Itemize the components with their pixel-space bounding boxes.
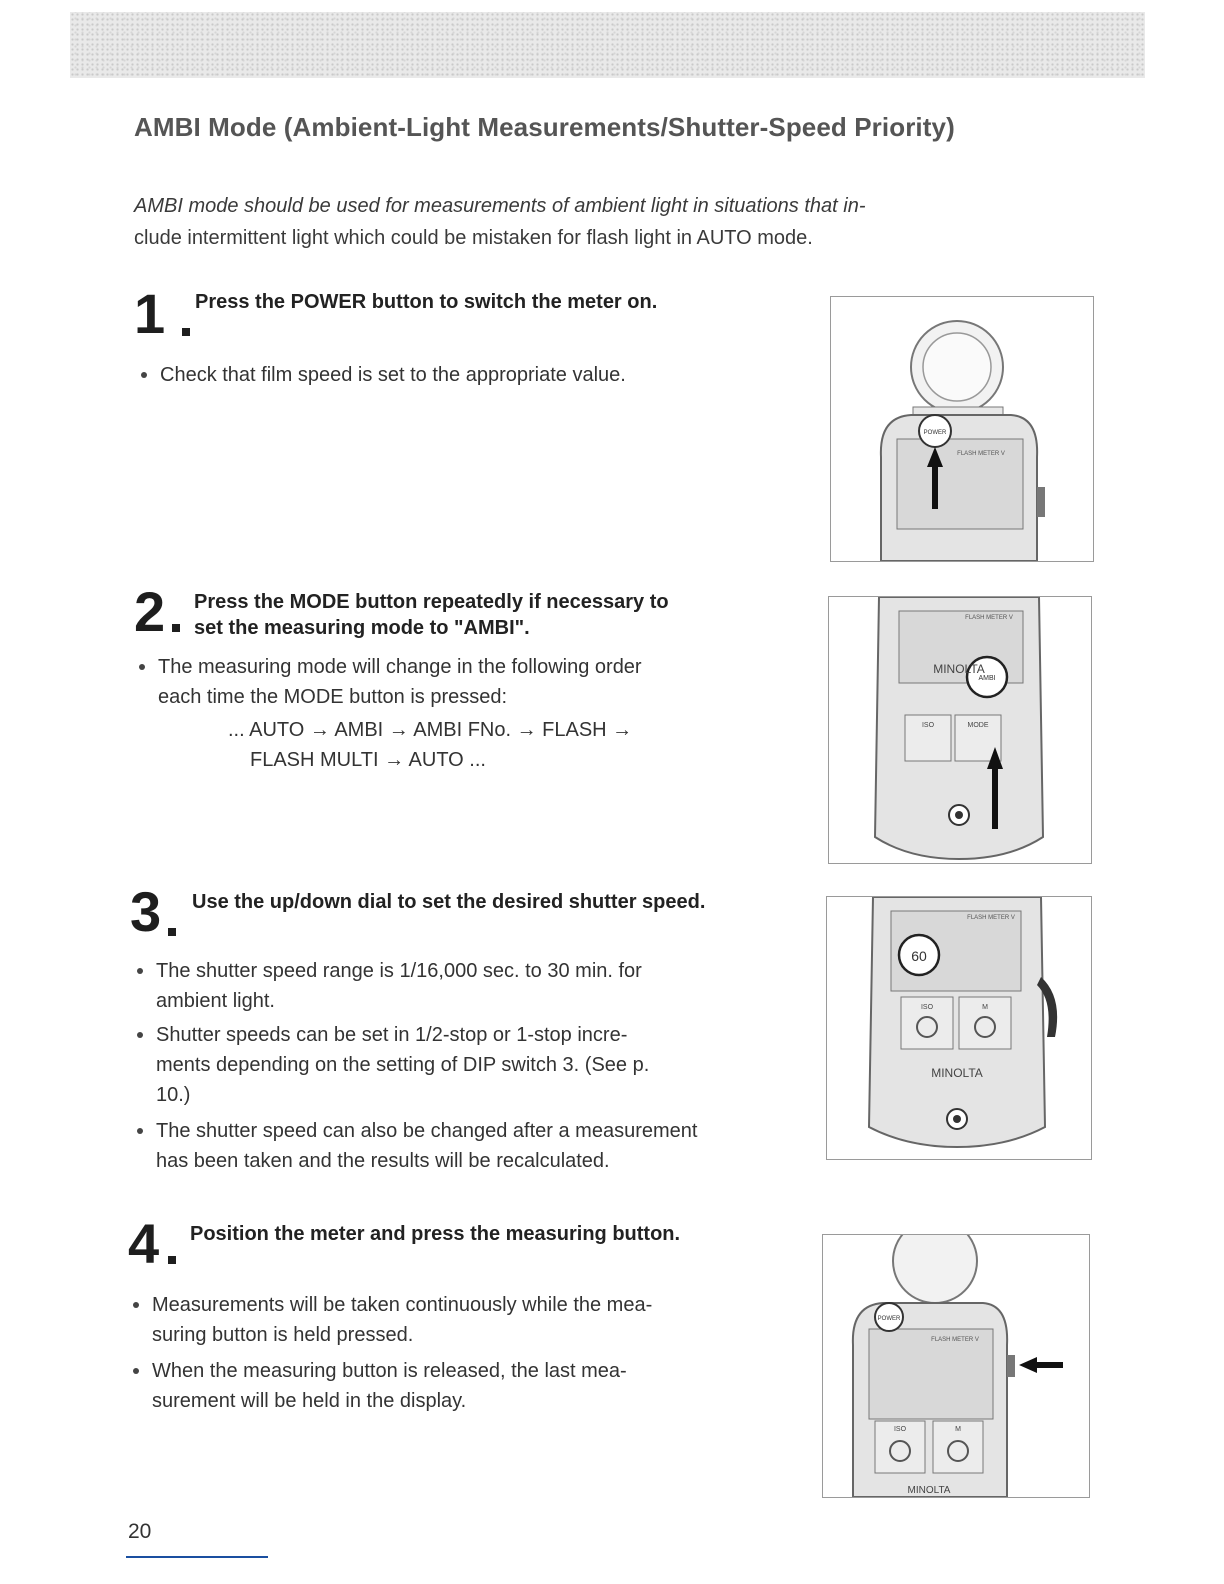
header-texture-band: [70, 12, 1145, 78]
bullet-line: The shutter speed range is 1/16,000 sec. to 30 min. for: [156, 960, 642, 982]
panel-label: FLASH METER V: [965, 615, 1013, 621]
step-heading: Position the meter and press the measuring button.: [190, 1223, 681, 1245]
bullet-line: When the measuring button is released, the last mea-: [152, 1360, 627, 1382]
panel-label: FLASH METER V: [967, 915, 1015, 921]
figure-power-button: [830, 296, 1094, 562]
panel-label: FLASH METER V: [931, 1337, 979, 1343]
light-meter-illustration: [829, 597, 1091, 863]
key-label: ISO: [893, 1426, 907, 1433]
arrow-left-icon: [1019, 1357, 1063, 1373]
panel-label: FLASH METER V: [957, 451, 1005, 457]
light-meter-illustration: [831, 297, 1093, 561]
footer-rule: [126, 1556, 268, 1558]
bullet-line: Check that film speed is set to the appropriate value.: [160, 364, 626, 386]
brand-label: MINOLTA: [907, 1485, 951, 1496]
figure-updown-dial: [826, 896, 1092, 1160]
key-label: ISO: [920, 1004, 934, 1011]
bullet-line: suring button is held pressed.: [152, 1324, 414, 1346]
intro-line: AMBI mode should be used for measurements of ambient light in situations that in-: [134, 195, 866, 217]
bullet-item: [152, 1290, 652, 1350]
figure-measuring-button: [822, 1234, 1090, 1498]
key-label: ISO: [921, 722, 935, 729]
step-number: 1: [134, 282, 166, 345]
mode-sequence: ... AUTO → AMBI → AMBI FNo. → FLASH →: [228, 719, 633, 741]
key-label: MODE: [967, 722, 989, 729]
bullet-line: Shutter speeds can be set in 1/2-stop or 1-stop incre-: [156, 1024, 628, 1046]
step-heading: set the measuring mode to "AMBI".: [194, 617, 530, 639]
step-number-dot: [172, 624, 180, 632]
key-label: M: [982, 1004, 988, 1011]
bullet-line: each time the MODE button is pressed:: [158, 686, 508, 708]
bullet-icon: [141, 372, 147, 378]
mode-sequence: FLASH MULTI → AUTO ...: [250, 749, 486, 771]
step-number: 4: [128, 1212, 160, 1275]
bullet-item: [156, 956, 642, 1016]
step-number-dot: [168, 1256, 176, 1264]
brand-label: MINOLTA: [931, 1066, 983, 1080]
bullet-icon: [137, 968, 143, 974]
bullet-item: [156, 1020, 649, 1110]
bullet-line: ambient light.: [156, 990, 275, 1012]
page-number: 20: [128, 1520, 152, 1543]
bullet-line: ments depending on the setting of DIP switch 3. (See p.: [156, 1054, 650, 1076]
bullet-icon: [137, 1128, 143, 1134]
power-button-label: POWER: [877, 1316, 901, 1322]
step-heading: Use the up/down dial to set the desired shutter speed.: [192, 891, 706, 913]
power-button-label: POWER: [923, 430, 947, 436]
bullet-line: has been taken and the results will be recalculated.: [156, 1150, 610, 1172]
light-meter-illustration: [827, 897, 1091, 1159]
bullet-line: surement will be held in the display.: [152, 1390, 467, 1412]
bullet-line: Measurements will be taken continuously while the mea-: [152, 1294, 653, 1316]
step-number-dot: [168, 928, 176, 936]
intro-paragraph: [134, 190, 1104, 254]
bullet-icon: [133, 1368, 139, 1374]
bullet-icon: [139, 664, 145, 670]
bullet-icon: [137, 1032, 143, 1038]
page-title: AMBI Mode (Ambient-Light Measurements/Shutter-Speed Priority): [134, 112, 955, 142]
figure-mode-button: [828, 596, 1092, 864]
key-label: M: [955, 1426, 961, 1433]
bullet-item: [158, 652, 642, 712]
step-number: 3: [130, 880, 162, 943]
shutter-display-value: 60: [911, 948, 927, 964]
ambi-button-label: AMBI: [978, 675, 996, 682]
bullet-item: [160, 360, 626, 390]
brand-label: MINOLTA: [933, 662, 985, 676]
bullet-line: The shutter speed can also be changed after a measurement: [156, 1120, 698, 1142]
bullet-line: The measuring mode will change in the following order: [158, 656, 642, 678]
light-meter-illustration: [823, 1235, 1089, 1497]
step-heading: Press the POWER button to switch the meter on.: [195, 291, 658, 313]
step-number: 2: [134, 580, 166, 643]
intro-line: clude intermittent light which could be mistaken for flash light in AUTO mode.: [134, 227, 813, 249]
bullet-item: [152, 1356, 627, 1416]
bullet-icon: [133, 1302, 139, 1308]
step-heading: Press the MODE button repeatedly if necessary to: [194, 591, 669, 613]
step-number-dot: [182, 328, 190, 336]
bullet-item: [156, 1116, 697, 1176]
bullet-line: 10.): [156, 1084, 191, 1106]
